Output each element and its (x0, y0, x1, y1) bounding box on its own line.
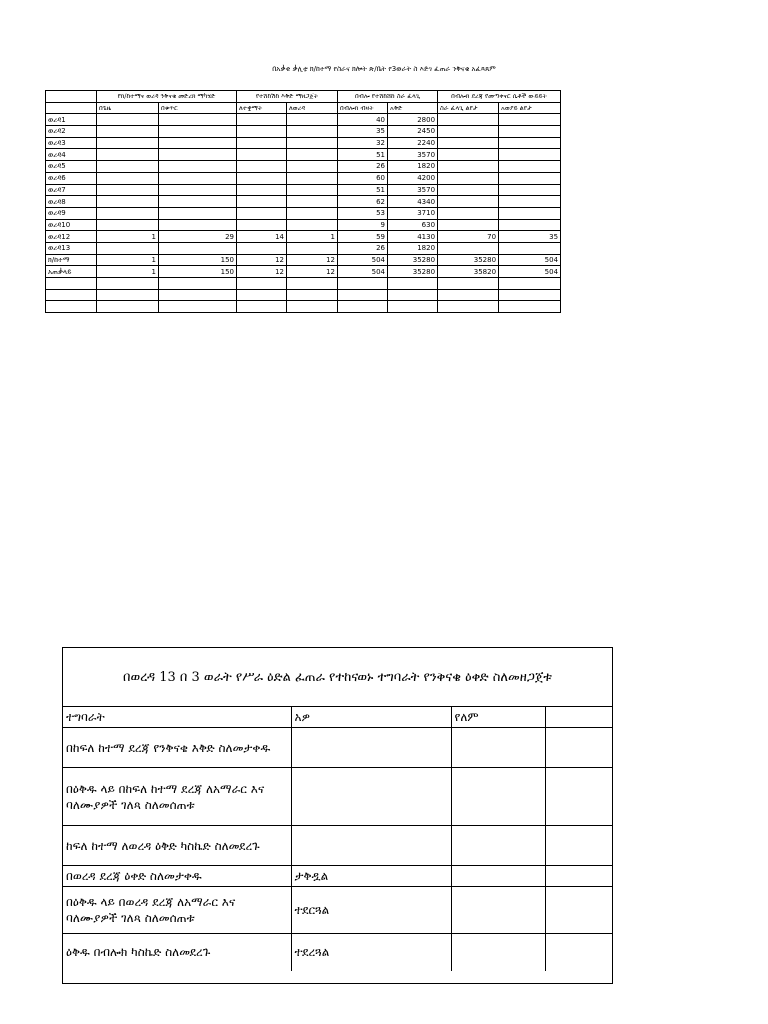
plan-extra (545, 768, 613, 826)
table-cell: 4340 (388, 196, 438, 208)
plan-task: በወረዳ ደረጃ ዕቀድ ስለመታቀዱ (63, 866, 291, 887)
table-cell (338, 289, 388, 301)
table-cell (499, 126, 561, 138)
table-cell: 35280 (388, 254, 438, 266)
table-cell (438, 242, 499, 254)
plan-no (451, 826, 545, 866)
table-cell (237, 219, 287, 231)
sub-header: ለተቋማት (237, 102, 287, 114)
table-cell (499, 289, 561, 301)
table-cell (438, 207, 499, 219)
plan-row (63, 768, 613, 826)
table-cell (159, 278, 237, 290)
table-row (46, 219, 561, 231)
sub-header: አቅድ (388, 102, 438, 114)
table-cell (438, 149, 499, 161)
table-cell (159, 219, 237, 231)
table-cell (97, 278, 159, 290)
table-cell (499, 219, 561, 231)
table-cell (97, 196, 159, 208)
header-blank (46, 102, 97, 114)
table-cell (287, 126, 338, 138)
table-cell (237, 137, 287, 149)
table-cell: 504 (499, 254, 561, 266)
table-cell: 14 (237, 231, 287, 243)
report-table (45, 90, 561, 313)
table-cell (97, 149, 159, 161)
table-cell (97, 137, 159, 149)
table-row (46, 137, 561, 149)
table-cell (438, 301, 499, 313)
plan-no (451, 887, 545, 934)
table-cell (287, 196, 338, 208)
sub-header: አወያይ ልየታ (499, 102, 561, 114)
row-label: ወረዳ8 (46, 196, 97, 208)
table-cell (499, 184, 561, 196)
table-cell (438, 161, 499, 173)
table-cell (159, 114, 237, 126)
plan-row (63, 826, 613, 866)
plan-extra (545, 934, 613, 971)
table-cell: 630 (388, 219, 438, 231)
table-cell: 51 (338, 184, 388, 196)
table-cell (499, 207, 561, 219)
table-cell (97, 207, 159, 219)
table-cell (499, 196, 561, 208)
plan-yes (291, 826, 451, 866)
table-cell: 70 (438, 231, 499, 243)
table-cell: 3710 (388, 207, 438, 219)
table-cell (388, 278, 438, 290)
row-label: ወረዳ9 (46, 207, 97, 219)
plan-extra (545, 728, 613, 768)
table-cell (237, 149, 287, 161)
table-cell: 1 (97, 254, 159, 266)
table-row (46, 278, 561, 290)
row-label: ወረዳ6 (46, 172, 97, 184)
group-header: በብሎክ ደረጃ የመጣቀናር ሴቶች ውይይት (438, 91, 561, 103)
table-cell (438, 126, 499, 138)
table-cell (438, 278, 499, 290)
table-cell: 26 (338, 242, 388, 254)
table-cell: 35280 (438, 254, 499, 266)
table-cell (499, 242, 561, 254)
table-cell (499, 114, 561, 126)
table-cell: 1 (287, 231, 338, 243)
table-row (46, 254, 561, 266)
table-cell (438, 114, 499, 126)
table-cell (438, 184, 499, 196)
header-blank (46, 91, 97, 103)
table-cell: 3570 (388, 149, 438, 161)
table-cell: 32 (338, 137, 388, 149)
table-cell (287, 161, 338, 173)
table-cell (97, 219, 159, 231)
table-cell: 51 (338, 149, 388, 161)
plan-extra (545, 866, 613, 887)
row-label: ወረዳ3 (46, 137, 97, 149)
table-cell: 60 (338, 172, 388, 184)
table-row (46, 114, 561, 126)
table-row (46, 207, 561, 219)
table-row (46, 301, 561, 313)
table-cell (287, 301, 338, 313)
row-label: ወረዳ12 (46, 231, 97, 243)
row-label: ወረዳ4 (46, 149, 97, 161)
plan-table (63, 707, 613, 971)
plan-no (451, 866, 545, 887)
table-cell: 12 (237, 266, 287, 278)
table-row (46, 161, 561, 173)
table-cell (159, 196, 237, 208)
plan-header: አዎ (291, 707, 451, 728)
table-cell (97, 161, 159, 173)
table-cell: 29 (159, 231, 237, 243)
table-cell: 4200 (388, 172, 438, 184)
row-label (46, 278, 97, 290)
table-cell: 35 (499, 231, 561, 243)
table-cell: 150 (159, 254, 237, 266)
plan-task: በዕቅዱ ላይ በከፍለ ከተማ ደረጃ ለአማራር እና ባለሙያዎች ገለጻ ስለመሰጠቱ (63, 768, 291, 826)
sub-header: በጌዜ (97, 102, 159, 114)
sub-header: ስራ ፈላጊ ልየታ (438, 102, 499, 114)
table-cell: 62 (338, 196, 388, 208)
table-cell: 1820 (388, 161, 438, 173)
table-cell (287, 219, 338, 231)
table-cell (388, 289, 438, 301)
table-cell (287, 172, 338, 184)
table-cell: 35 (338, 126, 388, 138)
table-cell (237, 278, 287, 290)
table-cell: 2450 (388, 126, 438, 138)
table-row (46, 149, 561, 161)
table-cell (438, 219, 499, 231)
table-cell (438, 289, 499, 301)
table-cell (237, 301, 287, 313)
table-cell (237, 126, 287, 138)
row-label: ወረዳ7 (46, 184, 97, 196)
table-cell (287, 184, 338, 196)
plan-title: በወረዳ 13 በ 3 ወራት የሥራ ዕድል ፈጠራ የተከናወኑ ተግባራት የንቅናቄ ዕቀድ ስለመዘጋጀቱ (63, 648, 612, 707)
table-cell (97, 114, 159, 126)
table-cell: 12 (287, 266, 338, 278)
table-cell (499, 137, 561, 149)
table-cell (97, 289, 159, 301)
table-cell (287, 149, 338, 161)
table-cell (438, 137, 499, 149)
table-cell: 150 (159, 266, 237, 278)
plan-task: ዕቅዱ በብሎክ ካስኬድ ስለመደረጉ (63, 934, 291, 971)
table-cell (338, 278, 388, 290)
table-cell (159, 289, 237, 301)
table-cell (237, 242, 287, 254)
table-cell (159, 137, 237, 149)
table-cell (97, 301, 159, 313)
plan-yes (291, 768, 451, 826)
table-cell: 4130 (388, 231, 438, 243)
table-cell: 12 (287, 254, 338, 266)
row-label: ክ/ከተማ (46, 254, 97, 266)
table-cell (499, 161, 561, 173)
row-label (46, 289, 97, 301)
row-label: አጠቃላይ (46, 266, 97, 278)
table-cell: 9 (338, 219, 388, 231)
table-cell: 1820 (388, 242, 438, 254)
table-cell (237, 114, 287, 126)
table-cell: 1 (97, 266, 159, 278)
plan-row (63, 887, 613, 934)
plan-no (451, 768, 545, 826)
table-cell (388, 301, 438, 313)
plan-yes: ታቅዷል (291, 866, 451, 887)
table-cell (237, 161, 287, 173)
plan-task: በከፍለ ከተማ ደረጃ የንቅናቄ እቅድ ስለመታቀዱ (63, 728, 291, 768)
sub-header: በቁጥር (159, 102, 237, 114)
plan-yes (291, 728, 451, 768)
table-row (46, 289, 561, 301)
table-cell (499, 149, 561, 161)
table-cell (438, 196, 499, 208)
table-cell: 3570 (388, 184, 438, 196)
group-header: የተሸከሽከ እቅድ ማዘጋጀት (237, 91, 338, 103)
plan-task: ከፍለ ከተማ ለወረዳ ዕቅድ ካስኬድ ስለመደረጉ (63, 826, 291, 866)
plan-header-row (63, 707, 613, 728)
table-cell (97, 184, 159, 196)
table-cell (97, 242, 159, 254)
row-label: ወረዳ13 (46, 242, 97, 254)
group-header: በብሎ የተሸከሸከ ስራ ፈላጊ (338, 91, 438, 103)
table-cell (159, 242, 237, 254)
table-cell (237, 184, 287, 196)
row-label: ወረዳ1 (46, 114, 97, 126)
table-cell: 2240 (388, 137, 438, 149)
table-cell: 40 (338, 114, 388, 126)
table-cell: 26 (338, 161, 388, 173)
table-row (46, 242, 561, 254)
table-cell (287, 289, 338, 301)
table-cell (159, 184, 237, 196)
table-cell: 35820 (438, 266, 499, 278)
plan-no (451, 728, 545, 768)
group-header: የክ/ከተማና ወረዳ ንቅናቄ መድረክ ማካሄድ (97, 91, 237, 103)
plan-extra (545, 826, 613, 866)
table-cell (287, 137, 338, 149)
table-cell (97, 126, 159, 138)
table-cell (287, 278, 338, 290)
plan-task: በዕቅዱ ላይ በወረዳ ደረጃ ለአማራር እና ባለሙያዎች ገለጻ ስለመሰጠቱ (63, 887, 291, 934)
group-header-row (46, 91, 561, 103)
table-cell: 2800 (388, 114, 438, 126)
table-cell (237, 207, 287, 219)
table-cell: 504 (338, 254, 388, 266)
table-cell (159, 126, 237, 138)
table-row (46, 184, 561, 196)
row-label (46, 301, 97, 313)
table-cell (287, 207, 338, 219)
table-cell (338, 301, 388, 313)
table-row (46, 172, 561, 184)
row-label: ወረዳ10 (46, 219, 97, 231)
plan-row (63, 728, 613, 768)
plan-row (63, 934, 613, 971)
table-cell (159, 161, 237, 173)
plan-no (451, 934, 545, 971)
table-cell (287, 114, 338, 126)
table-cell: 12 (237, 254, 287, 266)
sub-header: በብሎክ ብዛት (338, 102, 388, 114)
table-cell (287, 242, 338, 254)
table-cell (159, 207, 237, 219)
table-row (46, 231, 561, 243)
plan-header (545, 707, 613, 728)
plan-section (62, 647, 613, 984)
table-cell (499, 172, 561, 184)
table-cell (237, 172, 287, 184)
table-cell: 59 (338, 231, 388, 243)
row-label: ወረዳ2 (46, 126, 97, 138)
table-cell (237, 196, 287, 208)
table-cell (159, 301, 237, 313)
table-cell (438, 172, 499, 184)
report-title: በአቃቂ ቃሊቲ ክ/ከተማ የስራና ክሎት ጽ/ቤት የ3ወራት ስ እድገ ፈጠራ ንቅናቄ አፈጻጸም (272, 65, 496, 73)
table-cell: 53 (338, 207, 388, 219)
table-cell: 35280 (388, 266, 438, 278)
table-cell (499, 301, 561, 313)
plan-yes: ተደረጓል (291, 934, 451, 971)
sub-header-row (46, 102, 561, 114)
plan-yes: ተደርጓል (291, 887, 451, 934)
table-cell: 504 (499, 266, 561, 278)
table-row (46, 196, 561, 208)
plan-header: የለም (451, 707, 545, 728)
plan-extra (545, 887, 613, 934)
row-label: ወረዳ5 (46, 161, 97, 173)
table-cell: 504 (338, 266, 388, 278)
table-cell (499, 278, 561, 290)
table-row (46, 126, 561, 138)
plan-row (63, 866, 613, 887)
table-cell (97, 172, 159, 184)
table-cell (237, 289, 287, 301)
plan-header: ተግባራት (63, 707, 291, 728)
table-row (46, 266, 561, 278)
table-cell: 1 (97, 231, 159, 243)
table-cell (159, 149, 237, 161)
sub-header: ለወረዳ (287, 102, 338, 114)
table-cell (159, 172, 237, 184)
